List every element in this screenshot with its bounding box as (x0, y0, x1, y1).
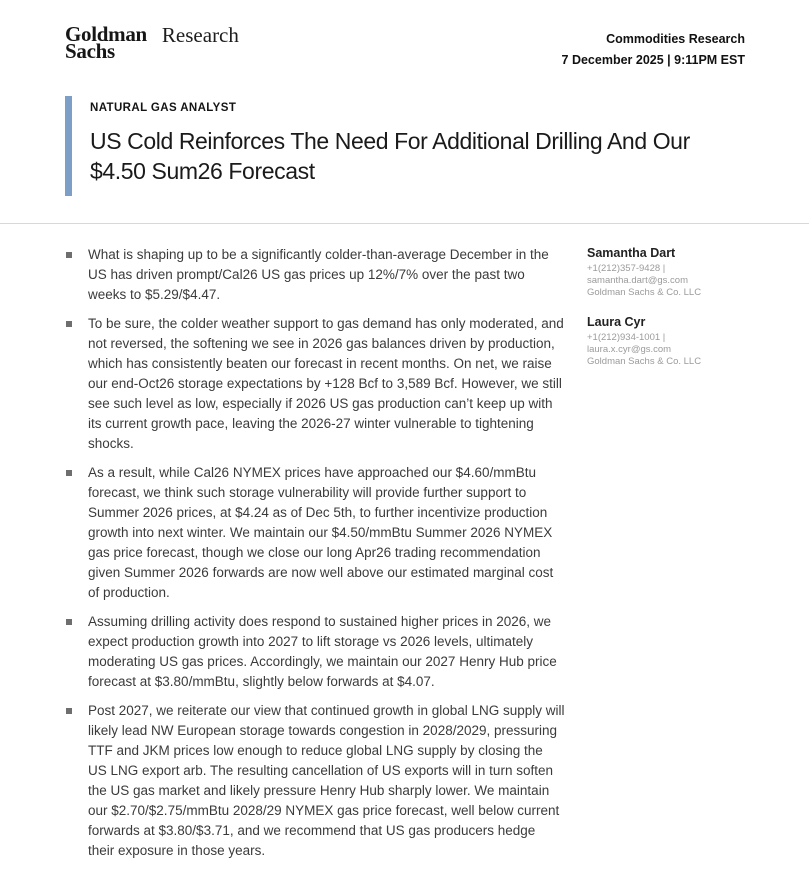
research-division: Commodities Research (606, 32, 745, 46)
bullet-marker (66, 708, 72, 714)
bullet-item (65, 245, 565, 305)
author-card (587, 246, 745, 299)
author-company: Goldman Sachs & Co. LLC (587, 356, 702, 367)
bullet-item (65, 612, 565, 692)
bullet-item (65, 314, 565, 454)
bullet-text: As a result, while Cal26 NYMEX prices have approached our $4.60/mmBtu forecast, we think such storage vulnerability will provide further support to Summer 2026 prices, at $4.24 as of Dec 5th, to further incentivize production growth into next winter. We maintain our $4.50/mmBtu Summer 2026 NYMEX gas price forecast, though we close our long Apr26 trading recommendation given Summer 2026 forwards are now well above our estimated marginal cost of production. (88, 465, 554, 600)
logo-wordmark (65, 22, 147, 63)
logo-research-label: Research (161, 23, 239, 47)
bullet-item (65, 701, 565, 861)
bullet-item (65, 463, 565, 603)
bullet-text: Assuming drilling activity does respond to sustained higher prices in 2026, we expect production growth into 2027 to lift storage vs 2026 levels, ultimately moderating US gas prices. Accordingly, we maintain our 2027 Henry Hub price forecast at $3.80/mmBtu, slightly below forwards at $4.07. (88, 614, 557, 689)
author-phone: +1(212)357-9428 | (587, 263, 666, 274)
authors-column (587, 245, 745, 870)
author-phone-email-link[interactable]: +1(212)934-1001 | laura.x.cyr@gs.com (587, 332, 672, 355)
author-name: Samantha Dart (587, 246, 676, 260)
report-body (0, 224, 809, 870)
author-name: Laura Cyr (587, 315, 646, 329)
logo-goldman: Goldman (65, 22, 147, 46)
bullet-text: What is shaping up to be a significantly colder-than-average December in the US has driven prompt/Cal26 US gas prices up 12%/7% over the past two weeks to $5.29/$4.47. (88, 247, 549, 302)
bullet-marker (66, 252, 72, 258)
header-meta (562, 26, 745, 71)
bullet-text: Post 2027, we reiterate our view that continued growth in global LNG supply will likely lead NW European storage towards congestion in 2028/2029, pressuring TTF and JKM prices low enough to reduce global LNG supply by closing the US LNG export arb. The resulting cancellation of US exports will in turn soften the US gas market and likely pressure Henry Hub sharply lower. We maintain our $2.70/$2.75/mmBtu 2028/29 NYMEX gas price forecast, well below current forwards at $3.80/$3.71, and we recommend that US gas producers hedge their exposure in those years. (88, 703, 565, 858)
title-section (65, 96, 745, 196)
author-company: Goldman Sachs & Co. LLC (587, 287, 702, 298)
author-email-link[interactable]: samantha.dart@gs.com (587, 275, 688, 286)
bullet-marker (66, 470, 72, 476)
bullet-list (65, 245, 565, 861)
bullet-marker (66, 321, 72, 327)
section-eyebrow: NATURAL GAS ANALYST (90, 102, 237, 114)
bullet-text: To be sure, the colder weather support to gas demand has only moderated, and not reversed, the softening we see in 2026 gas balances driven by production, which has consistently beaten our forecast in recent months. On net, we raise our end-Oct26 storage expectations by +128 Bcf to 3,589 Bcf. However, we still see such level as low, especially if 2026 US gas production can’t keep up with its current growth pace, leaving the 2026-27 winter vulnerable to tightening shocks. (88, 316, 564, 451)
publish-datetime: 7 December 2025 | 9:11PM EST (561, 53, 745, 67)
bullet-marker (66, 619, 72, 625)
summary-column (65, 245, 565, 870)
logo-sachs: Sachs (65, 39, 115, 63)
page-title: US Cold Reinforces The Need For Additional Drilling And Our $4.50 Sum26 Forecast (90, 128, 690, 184)
author-card (587, 315, 745, 368)
goldman-sachs-logo (65, 22, 239, 63)
report-header (0, 0, 809, 71)
